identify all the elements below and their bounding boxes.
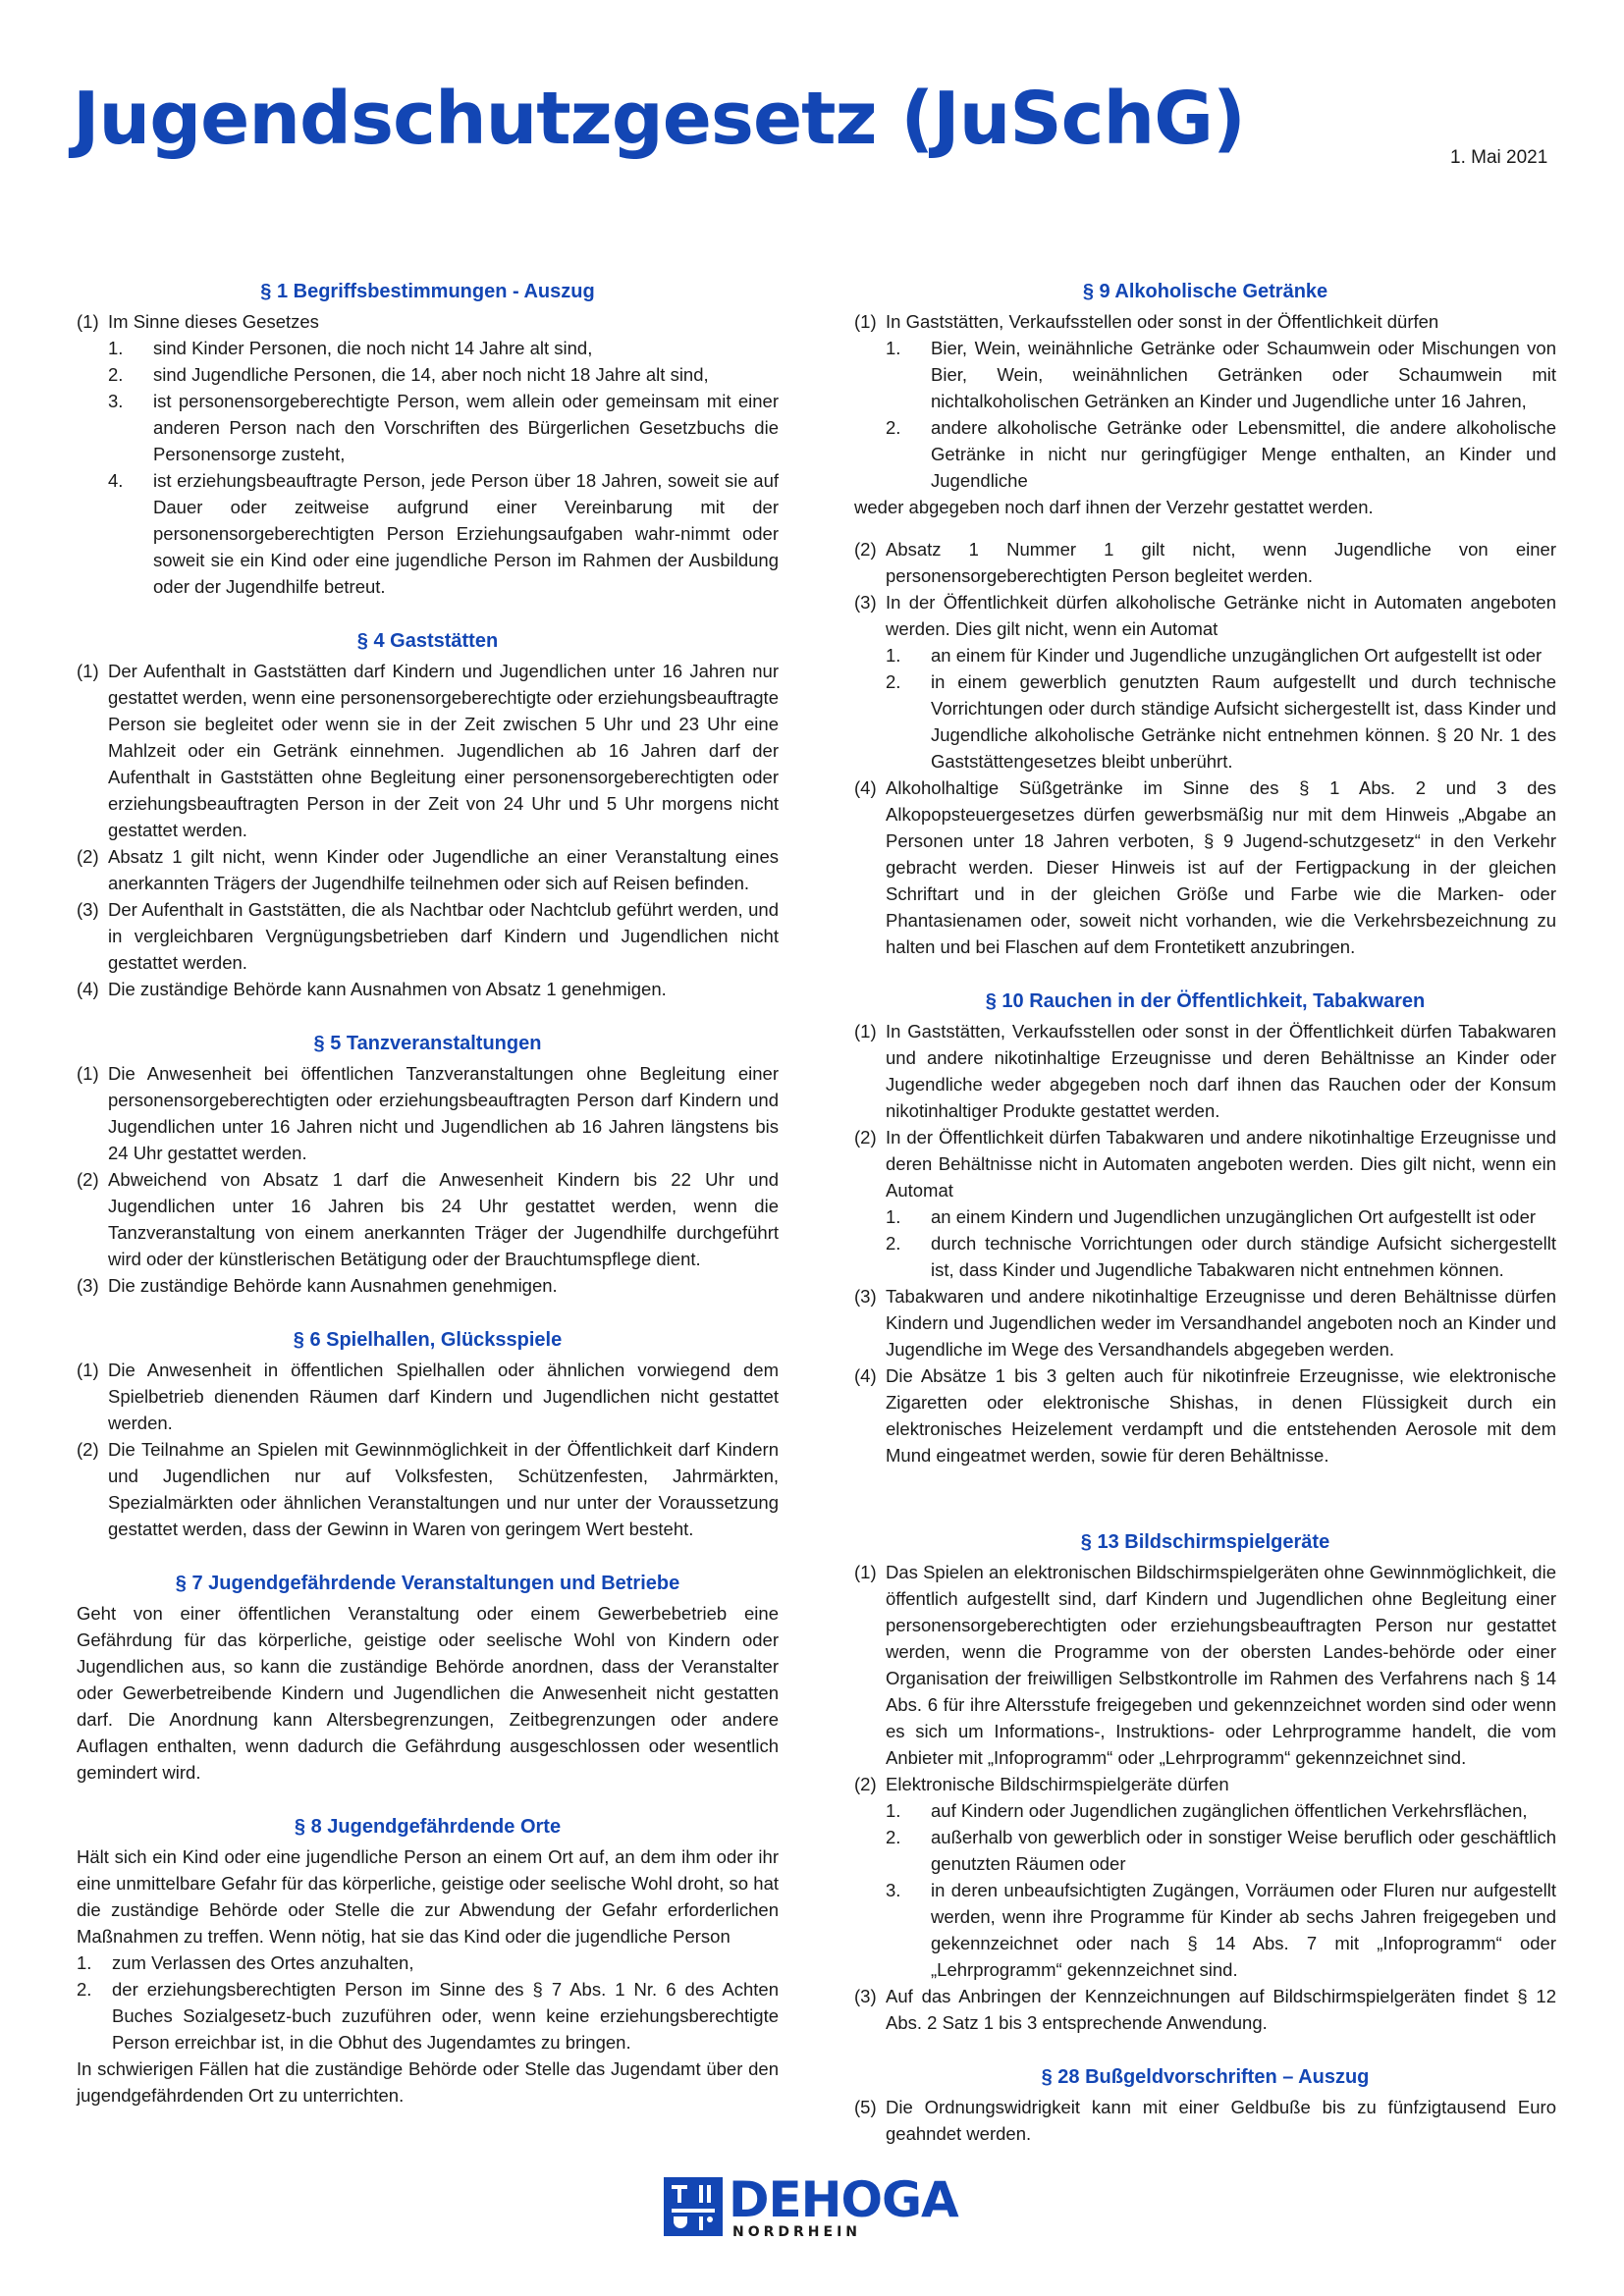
paragraph [854,1559,1556,1771]
list-item [77,1976,779,2056]
section [77,1029,779,1299]
logo-name: DEHOGA [729,2171,958,2228]
item-text: ist personensorgeberechtigte Person, wem allein oder gemeinsam mit einer anderen Person nach den Vorschriften des Bürgerlichen Gesetzbuchs die Personensorge zusteht, [153,391,779,464]
list-item [108,388,779,467]
item-text: ist erziehungsbeauftragte Person, jede Person über 18 Jahren, soweit sie auf Dauer oder zeitweise aufgrund einer Vereinbarung mit der personensorgeberechtigten Person Erziehungsaufgaben wahr-nimmt oder soweit sie ein Kind oder eine jugendliche Person im Rahmen der Ausbildung oder der Jugendhilfe betreut. [153,470,779,597]
paragraph [854,774,1556,960]
paragraph [854,1771,1556,1797]
paragraph-number: (5) [854,2097,877,2117]
item-text: andere alkoholische Getränke oder Lebensmittel, die andere alkoholische Getränke in nicht nur geringfügiger Menge enthalten, an Kinder und Jugendliche [931,417,1556,491]
section [854,277,1556,960]
item-text: sind Kinder Personen, die noch nicht 14 Jahre alt sind, [153,338,593,358]
paragraph [854,589,1556,642]
paragraph-text: Absatz 1 gilt nicht, wenn Kinder oder Jugendliche an einer Veranstaltung eines anerkannten Trägers der Jugendhilfe teilnehmen oder sich auf Reisen befinden. [108,846,779,893]
item-text: an einem Kindern und Jugendlichen unzugänglichen Ort aufgestellt ist oder [931,1206,1537,1227]
section-heading: § 13 Bildschirmspielgeräte [1080,1531,1330,1553]
list-item [108,335,779,361]
paragraph-text: Tabakwaren und andere nikotinhaltige Erzeugnisse und deren Behältnisse dürfen Kindern und Jugendlichen weder im Versandhandel angeboten noch an Kinder und Jugendliche im Wege des Versandhandels abgegeben werden. [886,1286,1556,1360]
paragraph-number: (3) [77,1275,99,1296]
paragraph-text: In der Öffentlichkeit dürfen Tabakwaren und andere nikotinhaltige Erzeugnisse und deren Behältnisse nicht in Automaten angeboten werden. Dies gilt nicht, wenn ein Automat [886,1127,1556,1201]
paragraph-number: (1) [77,661,99,681]
paragraph [854,1124,1556,1203]
paragraph-text: Abweichend von Absatz 1 darf die Anwesenheit Kindern bis 22 Uhr und Jugendlichen unter 16 Jahren bis 24 Uhr gestattet werden, wenn die Tanzveranstaltung von einem anerkannten Träger der Jugendhilfe durchgeführt wird oder der künstlerischen Betätigung oder der Brauchtumspflege dient. [108,1169,779,1269]
section [854,987,1556,1468]
paragraph [854,2094,1556,2147]
paragraph-number: (1) [854,1021,877,1041]
spacer [854,520,1556,536]
dehoga-logo-icon [664,2177,723,2236]
section-text: Geht von einer öffentlichen Veranstaltung oder einem Gewerbebetrieb eine Gefährdung für das körperliche, geistige oder seelische Wohl von Kindern oder Jugendlichen aus, so kann die zuständige Behörde anordnen, dass der Veranstalter oder Gewerbetreibende Kindern und Jugendlichen die Anwesenheit nicht gestatten darf. Die Anordnung kann Altersbegrenzungen, Zeitbegrenzungen oder andere Auflagen enthalten, wenn dadurch die Gefährdung ausgeschlossen oder wesentlich gemindert wird. [77,1603,779,1783]
paragraph-text: In Gaststätten, Verkaufsstellen oder sonst in der Öffentlichkeit dürfen Tabakwaren und andere nikotinhaltige Erzeugnisse und deren Behältnisse an Kinder oder Jugendliche weder abgegeben noch darf ihnen das Rauchen oder der Konsum nikotinhaltiger Produkte gestattet werden. [886,1021,1556,1121]
section [77,626,779,1002]
paragraph-conclusion: weder abgegeben noch darf ihnen der Verzehr gestattet werden. [854,497,1374,517]
paragraph [854,1283,1556,1362]
paragraph-text: Das Spielen an elektronischen Bildschirmspielgeräten ohne Gewinnmöglichkeit, die öffentlich aufgestellt sind, darf Kindern und Jugendlichen ohne Begleitung einer personensorgeberechtigten oder erziehungsbeauftragten Person nur gestattet werden, wenn die Programme von der obersten Landes-behörde oder einer Organisation der freiwilligen Selbstkontrolle im Rahmen des Verfahrens nach § 14 Abs. 6 für ihre Altersstufe freigegeben und gekennzeichnet worden sind oder wenn es sich um Informations-, Instruktions- oder Lehrprogramme handelt, die vom Anbieter mit „Infoprogramm“ oder „Lehrprogramm“ gekennzeichnet sind. [886,1562,1556,1768]
paragraph-text: Die Absätze 1 bis 3 gelten auch für nikotinfreie Erzeugnisse, wie elektronische Zigaretten oder elektronische Shishas, in denen Flüssigkeit durch ein elektronisches Heizelement verdampft und die entstehenden Aerosole mit dem Mund eingeatmet werden, sowie für deren Behältnisse. [886,1365,1556,1466]
list-item [886,1230,1556,1283]
list-item [886,335,1556,414]
paragraph-number: (1) [77,311,99,332]
list-item [77,1949,779,1976]
paragraph-text: Die Ordnungswidrigkeit kann mit einer Geldbuße bis zu fünfzigtausend Euro geahndet werden. [886,2097,1556,2144]
paragraph-text: In Gaststätten, Verkaufsstellen oder sonst in der Öffentlichkeit dürfen [886,311,1439,332]
item-number: 1. [77,1952,92,1973]
list-item [108,361,779,388]
list-item [886,1797,1556,1824]
list-item [886,1203,1556,1230]
item-number: 2. [886,417,901,438]
section [854,2062,1556,2147]
left-column [77,277,779,2135]
section-conclusion: In schwierigen Fällen hat die zuständige Behörde oder Stelle das Jugendamt über den jugendgefährdenden Ort zu unterrichten. [77,2058,779,2106]
paragraph-number: (2) [77,1169,99,1190]
paragraph [77,976,779,1002]
section-heading: § 1 Begriffsbestimmungen - Auszug [260,281,595,302]
section-heading: § 7 Jugendgefährdende Veranstaltungen und Betriebe [175,1573,680,1594]
paragraph-number: (1) [77,1063,99,1084]
item-number: 2. [886,1827,901,1847]
paragraph-number: (2) [854,1127,877,1148]
paragraph [77,896,779,976]
paragraph [77,1436,779,1542]
section [77,277,779,600]
item-text: an einem für Kinder und Jugendliche unzugänglichen Ort aufgestellt ist oder [931,645,1543,666]
paragraph-text: Alkoholhaltige Süßgetränke im Sinne des § 1 Abs. 2 und 3 des Alkopopsteuergesetzes dürfen gewerbsmäßig nur mit dem Hinweis „Abgabe an Personen unter 18 Jahren verboten, § 9 Jugend-schutzgesetz“ in den Verkehr gebracht werden. Dieser Hinweis ist auf der Fertigpackung in der gleichen Schriftart und in der gleichen Größe und Farbe wie die Marken- oder Phantasienamen oder, soweit nicht vorhanden, wie die Verkehrsbezeichnung zu halten und bei Flaschen auf dem Frontetikett anzubringen. [886,777,1556,957]
paragraph-text: Die Teilnahme an Spielen mit Gewinnmöglichkeit in der Öffentlichkeit darf Kindern und Jugendlichen nur auf Volksfesten, Schützenfesten, Jahrmärkten, Spezialmärkten oder ähnlichen Veranstaltungen und nur unter der Voraussetzung gestattet werden, dass der Gewinn in Waren von geringem Wert besteht. [108,1439,779,1539]
section [77,1812,779,2109]
section-heading: § 6 Spielhallen, Glücksspiele [293,1329,563,1351]
page-title: Jugendschutzgesetz (JuSchG) [73,77,1245,161]
paragraph-number: (2) [854,539,877,560]
item-number: 3. [108,391,124,411]
list-item [886,414,1556,494]
paragraph-text: Die Anwesenheit in öffentlichen Spielhallen oder ähnlichen vorwiegend dem Spielbetrieb dienenden Räumen darf Kindern und Jugendlichen nicht gestattet werden. [108,1360,779,1433]
paragraph-text: Der Aufenthalt in Gaststätten, die als Nachtbar oder Nachtclub geführt werden, und in vergleichbaren Vergnügungsbetrieben darf Kindern und Jugendlichen nicht gestattet werden. [108,899,779,973]
section-text: Hält sich ein Kind oder eine jugendliche Person an einem Ort auf, an dem ihm oder ihr eine unmittelbare Gefahr für das körperliche, geistige oder seelische Wohl droht, so hat die zuständige Behörde oder Stelle die zur Abwendung der Gefahr erforderlichen Maßnahmen zu treffen. Wenn nötig, hat sie das Kind oder die jugendliche Person [77,1846,779,1947]
paragraph-text: Die zuständige Behörde kann Ausnahmen von Absatz 1 genehmigen. [108,979,667,999]
item-number: 1. [886,645,901,666]
list-item [886,642,1556,668]
paragraph [854,1018,1556,1124]
item-text: außerhalb von gewerblich oder in sonstiger Weise beruflich oder geschäftlich genutzten Räumen oder [931,1827,1556,1874]
list-item [886,1877,1556,1983]
paragraph-text: Die zuständige Behörde kann Ausnahmen genehmigen. [108,1275,558,1296]
item-text: in einem gewerblich genutzten Raum aufgestellt und durch technische Vorrichtungen oder durch ständige Aufsicht sichergestellt ist, dass Kinder und Jugendliche alkoholische Getränke nicht entnehmen können. § 20 Nr. 1 des Gaststättengesetzes bleibt unberührt. [931,671,1556,772]
paragraph-text: In der Öffentlichkeit dürfen alkoholische Getränke nicht in Automaten angeboten werden. Dies gilt nicht, wenn ein Automat [886,592,1556,639]
logo-subtitle: NORDRHEIN [732,2224,862,2240]
paragraph-number: (1) [854,1562,877,1582]
paragraph [854,536,1556,589]
paragraph-number: (4) [854,777,877,798]
section-heading: § 10 Rauchen in der Öffentlichkeit, Tabakwaren [985,990,1426,1012]
item-text: sind Jugendliche Personen, die 14, aber noch nicht 18 Jahre alt sind, [153,364,709,385]
list-item [108,467,779,600]
item-list [886,1797,1556,1983]
paragraph-number: (3) [77,899,99,920]
item-number: 1. [108,338,124,358]
paragraph [854,1983,1556,2036]
paragraph-number: (3) [854,1986,877,2006]
paragraph [77,658,779,843]
paragraph [77,1272,779,1299]
item-number: 3. [886,1880,901,1900]
paragraph [77,1166,779,1272]
paragraph-number: (2) [77,1439,99,1460]
paragraph [854,308,1556,335]
item-text: der erziehungsberechtigten Person im Sinne des § 7 Abs. 1 Nr. 6 des Achten Buches Sozialgesetz-buch zuzuführen oder, wenn keine erziehungsberechtigte Person erreichbar ist, in die Obhut des Jugendamtes zu bringen. [112,1979,779,2053]
paragraph [77,1060,779,1166]
list-item [886,668,1556,774]
paragraph-number: (4) [854,1365,877,1386]
paragraph-text: Die Anwesenheit bei öffentlichen Tanzveranstaltungen ohne Begleitung einer personensorgeberechtigten oder erziehungsbeauftragten Person darf Kindern und Jugendlichen unter 16 Jahren nicht und Jugendlichen ab 16 Jahren längstens bis 24 Uhr gestattet werden. [108,1063,779,1163]
item-text: Bier, Wein, weinähnliche Getränke oder Schaumwein oder Mischungen von Bier, Wein, weinähnlichen Getränken oder Schaumwein mit nichtalkoholischen Getränken an Kinder und Jugendliche unter 16 Jahren, [931,338,1556,411]
item-list [886,335,1556,494]
list-item [886,1824,1556,1877]
paragraph-number: (3) [854,592,877,613]
paragraph-number: (3) [854,1286,877,1307]
right-column [854,277,1556,2173]
item-text: zum Verlassen des Ortes anzuhalten, [112,1952,414,1973]
item-text: in deren unbeaufsichtigten Zugängen, Vorräumen oder Fluren nur aufgestellt werden, wenn ihre Programme für Kinder ab sechs Jahren freigegeben und gekennzeichnet oder nach § 14 Abs. 7 mit „Infoprogramm“ oder „Lehrprogramm“ gekennzeichnet sind. [931,1880,1556,1980]
item-text: auf Kindern oder Jugendlichen zugänglichen öffentlichen Verkehrsflächen, [931,1800,1528,1821]
dehoga-logo [664,2171,958,2240]
section [77,1569,779,1786]
section-heading: § 8 Jugendgefährdende Orte [294,1816,562,1838]
paragraph-number: (1) [77,1360,99,1380]
item-number: 2. [77,1979,92,2000]
item-number: 2. [886,1233,901,1254]
paragraph [77,308,779,335]
paragraph [77,843,779,896]
paragraph-text: Im Sinne dieses Gesetzes [108,311,319,332]
section-heading: § 9 Alkoholische Getränke [1082,281,1328,302]
item-list [77,1949,779,2056]
item-list [886,642,1556,774]
paragraph-text: Auf das Anbringen der Kennzeichnungen auf Bildschirmspielgeräten findet § 12 Abs. 2 Satz 1 bis 3 entsprechende Anwendung. [886,1986,1556,2033]
paragraph-number: (4) [77,979,99,999]
paragraph-text: Absatz 1 Nummer 1 gilt nicht, wenn Jugendliche von einer personensorgeberechtigten Person begleitet werden. [886,539,1556,586]
section [854,1527,1556,2036]
paragraph-text: Der Aufenthalt in Gaststätten darf Kindern und Jugendlichen unter 16 Jahren nur gestattet werden, wenn eine personensorgeberechtigte oder erziehungsbeauftragte Person sie begleitet oder wenn sie in der Zeit zwischen 5 Uhr und 23 Uhr eine Mahlzeit oder ein Getränk einnehmen. Jugendlichen ab 16 Jahren darf der Aufenthalt in Gaststätten ohne Begleitung einer personensorgeberechtigten oder erziehungsbeauftragten Person in der Zeit von 24 Uhr und 5 Uhr morgens nicht gestattet werden. [108,661,779,840]
item-number: 1. [886,1800,901,1821]
section-heading: § 5 Tanzveranstaltungen [313,1033,542,1054]
item-number: 2. [108,364,124,385]
item-number: 1. [886,338,901,358]
paragraph-number: (2) [854,1774,877,1794]
item-text: durch technische Vorrichtungen oder durch ständige Aufsicht sichergestellt ist, dass Kinder und Jugendliche Tabakwaren nicht entnehmen können. [931,1233,1556,1280]
paragraph-number: (2) [77,846,99,867]
section-heading: § 28 Bußgeldvorschriften – Auszug [1041,2066,1370,2088]
item-list [108,335,779,600]
paragraph-number: (1) [854,311,877,332]
item-number: 2. [886,671,901,692]
paragraph-text: Elektronische Bildschirmspielgeräte dürfen [886,1774,1229,1794]
item-number: 1. [886,1206,901,1227]
item-number: 4. [108,470,124,491]
paragraph [854,1362,1556,1468]
section-heading: § 4 Gaststätten [356,630,499,652]
document-date: 1. Mai 2021 [1450,147,1548,168]
section [77,1325,779,1542]
paragraph [77,1357,779,1436]
item-list [886,1203,1556,1283]
